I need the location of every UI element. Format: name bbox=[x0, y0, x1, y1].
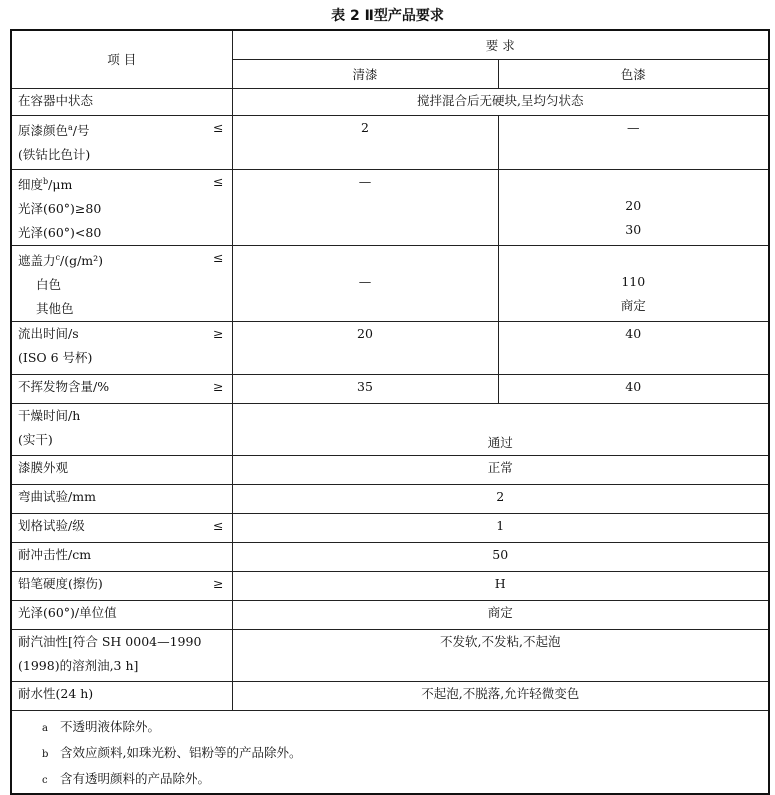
row-label: 光泽(60°)/单位值 bbox=[18, 604, 117, 620]
table-row bbox=[11, 600, 769, 629]
footnote-mark: b bbox=[42, 748, 49, 760]
clear-value: — bbox=[358, 173, 372, 189]
table-row bbox=[11, 374, 769, 403]
row-label: 划格试验/级 bbox=[18, 517, 85, 533]
clear-value: 20 bbox=[357, 325, 373, 341]
color-value: — bbox=[627, 119, 640, 135]
footnote-mark: c bbox=[42, 774, 48, 786]
row-label-sub: (铁钴比色计) bbox=[18, 146, 91, 162]
row-label: 漆膜外观 bbox=[18, 459, 69, 475]
table-row bbox=[11, 571, 769, 600]
row-label: 耐水性(24 h) bbox=[18, 685, 94, 701]
row-label: 不挥发物含量/% bbox=[18, 378, 110, 394]
table-row bbox=[11, 115, 769, 169]
table-row bbox=[11, 681, 769, 710]
table-row bbox=[11, 403, 769, 455]
header-color: 色漆 bbox=[498, 59, 769, 88]
table-row bbox=[11, 245, 769, 321]
color-value: 商定 bbox=[620, 297, 646, 313]
row-label: 细度$^b$/μm bbox=[18, 176, 73, 192]
clear-value: 35 bbox=[357, 378, 373, 394]
row-value: 1 bbox=[496, 517, 505, 533]
color-value: 30 bbox=[625, 221, 642, 237]
row-label: 遮盖力$^c$/(g/m²) bbox=[18, 252, 104, 268]
footnote-mark: b bbox=[43, 176, 49, 186]
color-value: 20 bbox=[625, 197, 642, 213]
row-value: 商定 bbox=[487, 604, 513, 620]
footnote-mark: c bbox=[55, 252, 60, 262]
row-label: 耐汽油性[符合 SH 0004—1990 bbox=[18, 633, 202, 649]
row-label: 耐冲击性/cm bbox=[18, 546, 92, 562]
row-value: H bbox=[494, 575, 506, 591]
row-label: 弯曲试验/mm bbox=[18, 488, 96, 504]
table-row bbox=[11, 629, 769, 681]
row-value: 不起泡,不脱落,允许轻微变色 bbox=[421, 685, 580, 701]
row-value: 正常 bbox=[487, 459, 513, 475]
comparison-symbol: ≥ bbox=[213, 325, 224, 341]
row-label-sub: (实干) bbox=[18, 431, 53, 447]
row-label: 铅笔硬度(擦伤) bbox=[18, 575, 103, 591]
comparison-symbol: ≤ bbox=[213, 249, 224, 265]
row-sub-label: 其他色 bbox=[36, 300, 74, 316]
table-row bbox=[11, 513, 769, 542]
color-value: 40 bbox=[625, 325, 642, 341]
header-item: 项 目 bbox=[11, 30, 232, 88]
row-value: 50 bbox=[492, 546, 509, 562]
row-value: 不发软,不发粘,不起泡 bbox=[440, 633, 561, 649]
table-row bbox=[11, 484, 769, 513]
comparison-symbol: ≤ bbox=[213, 119, 224, 135]
notes-row bbox=[11, 710, 769, 794]
color-value: 110 bbox=[621, 273, 646, 289]
row-sub-label: 光泽(60°)<80 bbox=[18, 224, 102, 240]
table-row bbox=[11, 321, 769, 374]
row-value: 2 bbox=[496, 488, 505, 504]
header-requirement: 要 求 bbox=[232, 30, 769, 59]
table-row bbox=[11, 455, 769, 484]
row-label: 干燥时间/h bbox=[18, 407, 81, 423]
row-sub-label: 白色 bbox=[36, 276, 62, 292]
row-label-sub: (ISO 6 号杯) bbox=[18, 349, 93, 365]
color-value: 40 bbox=[625, 378, 642, 394]
table-row bbox=[11, 542, 769, 571]
footnote: b 含效应颜料,如珠光粉、铝粉等的产品除外。 bbox=[42, 741, 768, 767]
comparison-symbol: ≤ bbox=[213, 517, 224, 533]
footnote-mark: a bbox=[68, 122, 73, 132]
row-sub-label: 光泽(60°)≥80 bbox=[18, 200, 102, 216]
row-label: 原漆颜色$^a$/号 bbox=[18, 122, 90, 138]
footnote: c 含有透明颜料的产品除外。 bbox=[42, 767, 768, 793]
row-label: 流出时间/s bbox=[18, 325, 79, 341]
comparison-symbol: ≥ bbox=[213, 378, 224, 394]
table-row bbox=[11, 88, 769, 115]
comparison-symbol: ≥ bbox=[213, 575, 224, 591]
clear-value: 2 bbox=[361, 119, 369, 135]
comparison-symbol: ≤ bbox=[213, 173, 224, 189]
footnote-mark: a bbox=[42, 722, 48, 734]
requirements-table bbox=[10, 29, 770, 795]
clear-value: — bbox=[358, 273, 372, 289]
table-row bbox=[11, 169, 769, 245]
header-clear: 清漆 bbox=[232, 59, 498, 88]
row-value: 通过 bbox=[487, 434, 513, 450]
row-label-sub: (1998)的溶剂油,3 h] bbox=[18, 657, 139, 673]
row-value: 搅拌混合后无硬块,呈均匀状态 bbox=[417, 92, 584, 108]
footnote: a 不透明液体除外。 bbox=[42, 715, 768, 741]
table-title: 表 2 Ⅱ型产品要求 bbox=[331, 8, 444, 24]
row-label: 在容器中状态 bbox=[18, 92, 94, 108]
